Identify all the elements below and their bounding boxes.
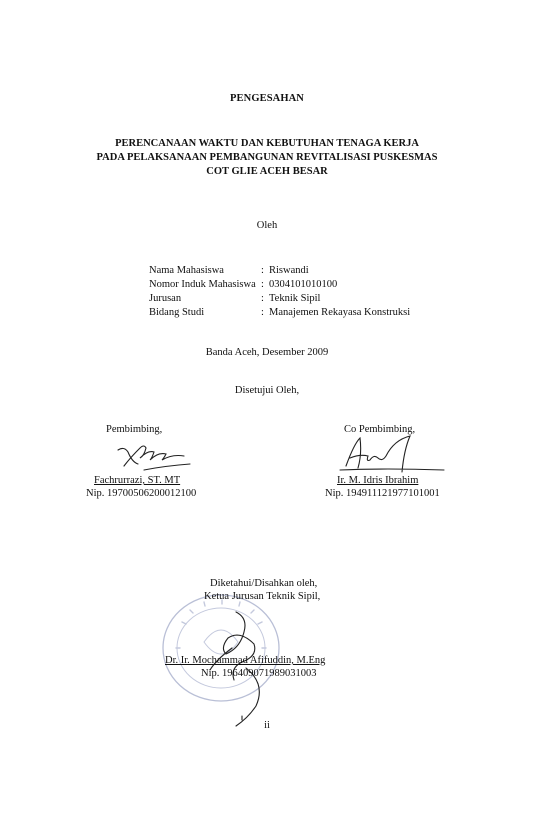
info-label: Jurusan [149, 293, 182, 304]
info-separator: : [261, 265, 264, 276]
page-number: ii [264, 720, 270, 731]
by-label: Oleh [256, 220, 278, 231]
advisor-name: Fachrurrazi, ST. MT [94, 475, 181, 486]
info-row [149, 279, 337, 290]
head-nip: Nip. 196409071989031003 [201, 668, 317, 679]
info-separator: : [261, 307, 264, 318]
co-advisor-name: Ir. M. Idris Ibrahim [337, 475, 419, 486]
title-line-1: PERENCANAAN WAKTU DAN KEBUTUHAN TENAGA KERJA [115, 138, 419, 149]
acknowledged-line-1: Diketahui/Disahkan oleh, [210, 578, 318, 589]
title-line-3: COT GLIE ACEH BESAR [206, 166, 328, 177]
co-advisor-role: Co Pembimbing, [344, 424, 416, 435]
advisor-signature [114, 436, 194, 476]
title-line-2: PADA PELAKSANAAN PEMBANGUNAN REVITALISASI PUSKESMAS [96, 152, 438, 163]
page-heading: PENGESAHAN [230, 93, 304, 104]
info-label: Nomor Induk Mahasiswa [149, 279, 256, 290]
info-value: Riswandi [269, 265, 309, 276]
info-label: Bidang Studi [149, 307, 205, 318]
advisor-nip: Nip. 19700506200012100 [86, 488, 197, 499]
info-value: Teknik Sipil [269, 293, 321, 304]
info-row [149, 307, 410, 318]
place-date: Banda Aceh, Desember 2009 [205, 347, 329, 358]
info-row [149, 293, 320, 304]
info-value: Manajemen Rekayasa Konstruksi [269, 307, 411, 318]
co-advisor-signature [334, 432, 446, 478]
co-advisor-nip: Nip. 194911121977101001 [325, 488, 440, 499]
info-value: 0304101010100 [269, 279, 338, 290]
advisor-role: Pembimbing, [106, 424, 163, 435]
info-row [149, 265, 309, 276]
info-separator: : [261, 293, 264, 304]
info-label: Nama Mahasiswa [149, 265, 224, 276]
head-name: Dr. Ir. Mochammad Afifuddin, M.Eng [165, 655, 326, 666]
approved-by: Disetujui Oleh, [234, 385, 300, 396]
info-separator: : [261, 279, 264, 290]
acknowledged-line-2: Ketua Jurusan Teknik Sipil, [204, 591, 321, 602]
